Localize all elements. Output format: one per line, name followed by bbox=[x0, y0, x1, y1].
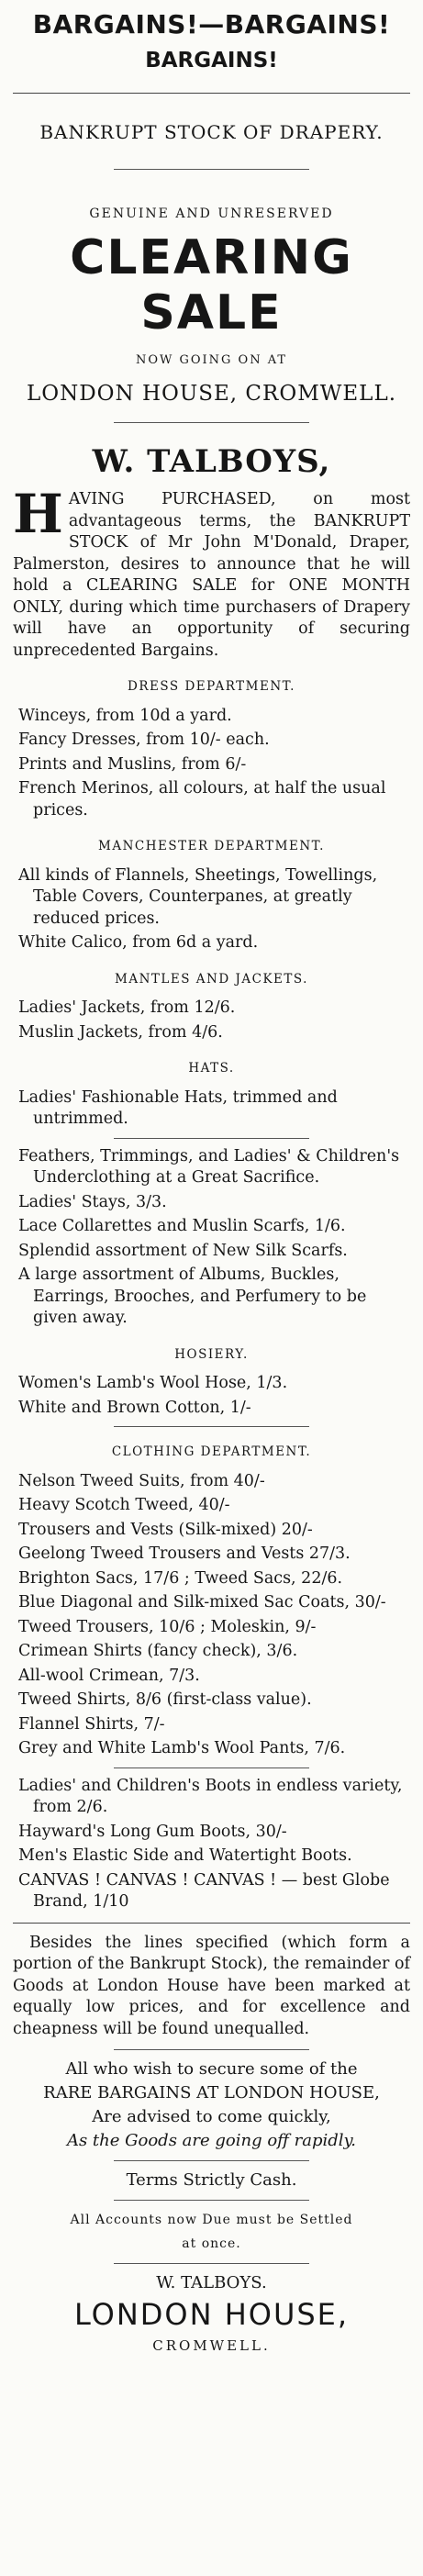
headline-genuine: GENUINE AND UNRESERVED bbox=[89, 206, 334, 221]
secure-line-4: As the Goods are going off rapidly. bbox=[66, 2131, 357, 2150]
list-item: Tweed Trousers, 10/6 ; Moleskin, 9/- bbox=[18, 1617, 317, 1636]
mantles-jackets-title: MANTLES AND JACKETS. bbox=[115, 971, 308, 987]
headline-talboys: W. TALBOYS, bbox=[92, 443, 331, 480]
list-item: CANVAS ! CANVAS ! CANVAS ! — best Globe Brand, 1/10 bbox=[18, 1870, 390, 1911]
intro-paragraph bbox=[13, 483, 410, 662]
clothing-department-title: CLOTHING DEPARTMENT. bbox=[111, 1444, 312, 1459]
manchester-department-title: MANCHESTER DEPARTMENT. bbox=[98, 839, 325, 853]
headline-clearing-sale: CLEARING SALE bbox=[70, 230, 353, 340]
footer-name: W. TALBOYS. bbox=[156, 2273, 267, 2292]
list-item: Heavy Scotch Tweed, 40/- bbox=[18, 1496, 230, 1514]
divider bbox=[13, 1923, 410, 1924]
headline-bankrupt-stock: BANKRUPT STOCK OF DRAPERY. bbox=[39, 121, 384, 143]
terms-cash: Terms Strictly Cash. bbox=[126, 2170, 297, 2190]
list-item: Blue Diagonal and Silk-mixed Sac Coats, 30/- bbox=[18, 1593, 386, 1611]
list-item: Ladies' Jackets, from 12/6. bbox=[18, 998, 236, 1017]
headline-london-house: LONDON HOUSE, CROMWELL. bbox=[26, 382, 397, 406]
list-item: Brighton Sacs, 17/6 ; Tweed Sacs, 22/6. bbox=[18, 1568, 343, 1588]
divider bbox=[13, 93, 410, 94]
closing-paragraph: Besides the lines specified (which form a portion of the Bankrupt Stock), the remainder of Goods at London House have been marked at equally low prices, and for excellence and cheapness will be found unequalled. bbox=[13, 1933, 410, 2038]
divider bbox=[114, 2263, 309, 2264]
list-item: French Merinos, all colours, at half the usual prices. bbox=[18, 779, 386, 820]
list-item: Muslin Jackets, from 4/6. bbox=[18, 1022, 223, 1042]
list-item: White Calico, from 6d a yard. bbox=[18, 933, 259, 952]
divider bbox=[114, 2049, 309, 2050]
list-item: Trousers and Vests (Silk-mixed) 20/- bbox=[18, 1520, 313, 1539]
list-item: Ladies' Fashionable Hats, trimmed and untrimmed. bbox=[18, 1087, 338, 1128]
hats-title: HATS. bbox=[188, 1061, 235, 1076]
hosiery-title: HOSIERY. bbox=[174, 1346, 249, 1362]
headline-bargains: BARGAINS!—BARGAINS! bbox=[32, 9, 391, 39]
list-item: Splendid assortment of New Silk Scarfs. bbox=[18, 1241, 348, 1260]
list-item: Grey and White Lamb's Wool Pants, 7/6. bbox=[18, 1739, 346, 1757]
list-item: Lace Collarettes and Muslin Scarfs, 1/6. bbox=[18, 1217, 346, 1235]
list-item: Geelong Tweed Trousers and Vests 27/3. bbox=[18, 1544, 351, 1563]
list-item: All kinds of Flannels, Sheetings, Towellings, Table Covers, Counterpanes, at greatly reduced prices. bbox=[18, 865, 378, 928]
list-item: Tweed Shirts, 8/6 (first-class value). bbox=[18, 1690, 312, 1709]
ad-body bbox=[13, 483, 410, 2357]
list-item: Crimean Shirts (fancy check), 3/6. bbox=[18, 1642, 298, 1660]
list-item: Flannel Shirts, 7/- bbox=[18, 1714, 165, 1734]
headline-bargains-2: BARGAINS! bbox=[145, 49, 278, 72]
list-item: Ladies' Stays, 3/3. bbox=[18, 1192, 167, 1211]
list-item: Women's Lamb's Wool Hose, 1/3. bbox=[18, 1374, 288, 1392]
list-item: Feathers, Trimmings, and Ladies' & Children's Underclothing at a Great Sacrifice. bbox=[18, 1146, 400, 1187]
divider bbox=[114, 422, 309, 423]
footer-london-house: LONDON HOUSE, bbox=[73, 2297, 350, 2332]
list-item: White and Brown Cotton, 1/- bbox=[18, 1398, 251, 1417]
divider bbox=[114, 1426, 309, 1427]
divider bbox=[114, 169, 309, 170]
list-item: Prints and Muslins, from 6/- bbox=[18, 754, 247, 774]
secure-line-1: All who wish to secure some of the bbox=[65, 2059, 358, 2079]
list-item: Men's Elastic Side and Watertight Boots. bbox=[18, 1846, 352, 1865]
list-item: Ladies' and Children's Boots in endless variety, from 2/6. bbox=[18, 1776, 403, 1816]
footer-cromwell: CROMWELL. bbox=[152, 2336, 271, 2354]
drop-cap: H bbox=[13, 483, 63, 545]
headline-going-on: NOW GOING ON AT bbox=[135, 353, 288, 367]
divider bbox=[114, 1138, 309, 1139]
divider bbox=[114, 2160, 309, 2161]
list-item: Hayward's Long Gum Boots, 30/- bbox=[18, 1822, 287, 1841]
list-item: Fancy Dresses, from 10/- each. bbox=[18, 730, 270, 749]
list-item: Winceys, from 10d a yard. bbox=[18, 706, 232, 725]
dress-department-title: DRESS DEPARTMENT. bbox=[128, 679, 295, 694]
list-item: All-wool Crimean, 7/3. bbox=[18, 1666, 200, 1685]
secure-line-3: Are advised to come quickly, bbox=[92, 2107, 331, 2126]
list-item: A large assortment of Albums, Buckles, Earrings, Brooches, and Perfumery to be given away. bbox=[18, 1266, 367, 1327]
divider bbox=[114, 2200, 309, 2201]
intro-text: AVING PURCHASED, on most advantageous terms, the BANKRUPT STOCK of Mr John M'Donald, Draper, Palmerston, desires to announce that he will hold a CLEARING SALE for ONE MONTH ONLY, during which time purchasers of Drapery will have an opportunity of securing unprecedented Bargains. bbox=[13, 490, 410, 660]
list-item: Nelson Tweed Suits, from 40/- bbox=[18, 1471, 265, 1490]
accounts-line-2: at once. bbox=[182, 2236, 241, 2251]
accounts-line-1: All Accounts now Due must be Settled bbox=[70, 2213, 353, 2227]
secure-line-2: RARE BARGAINS AT LONDON HOUSE, bbox=[43, 2083, 380, 2102]
